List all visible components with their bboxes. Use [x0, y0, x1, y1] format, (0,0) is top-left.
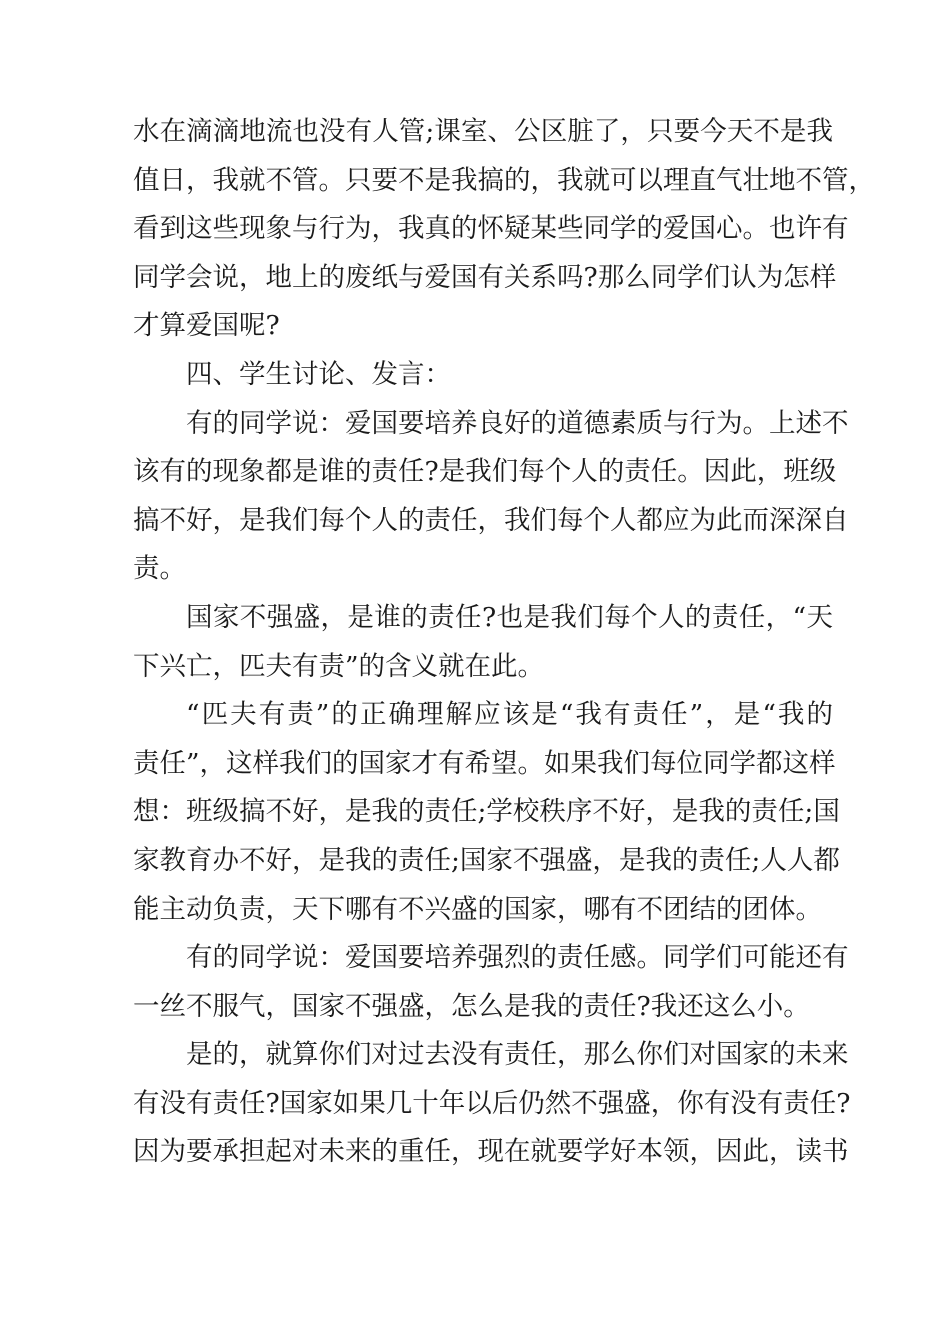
- text-line: 搞不好，是我们每个人的责任，我们每个人都应为此而深深自: [133, 504, 849, 536]
- text-line: 国家不强盛，是谁的责任?也是我们每个人的责任，“天: [186, 601, 833, 633]
- text-line: 是的，就算你们对过去没有责任，那么你们对国家的未来: [186, 1039, 849, 1071]
- text-line: 该有的现象都是谁的责任?是我们每个人的责任。因此，班级: [133, 456, 837, 488]
- text-line: 想：班级搞不好，是我的责任;学校秩序不好，是我的责任;国: [133, 796, 840, 828]
- text-line: 责。: [133, 553, 186, 585]
- body-text: [133, 108, 875, 1177]
- text-line: 看到这些现象与行为，我真的怀疑某些同学的爱国心。也许有: [133, 213, 849, 245]
- text-line: 家教育办不好，是我的责任;国家不强盛，是我的责任;人人都: [133, 844, 840, 876]
- text-line: 因为要承担起对未来的重任，现在就要学好本领，因此，读书: [133, 1136, 849, 1168]
- text-line: 水在滴滴地流也没有人管;课室、公区脏了，只要今天不是我: [133, 116, 833, 147]
- text-line: “匹夫有责”的正确理解应该是“我有责任”，是“我的: [186, 699, 833, 731]
- text-line: 有没有责任?国家如果几十年以后仍然不强盛，你有没有责任?: [133, 1087, 851, 1119]
- text-line: 一丝不服气，国家不强盛，怎么是我的责任?我还这么小。: [133, 990, 810, 1022]
- text-line: 同学会说，地上的废纸与爱国有关系吗?那么同学们认为怎样: [133, 261, 837, 293]
- text-line: 能主动负责，天下哪有不兴盛的国家，哪有不团结的团体。: [133, 893, 822, 925]
- text-line: 责任”，这样我们的国家才有希望。如果我们每位同学都这样: [133, 747, 836, 779]
- text-line: 有的同学说：爱国要培养强烈的责任感。同学们可能还有: [186, 942, 849, 974]
- text-line: 值日，我就不管。只要不是我搞的，我就可以理直气壮地不管，: [133, 164, 875, 196]
- section-heading: 四、学生讨论、发言：: [186, 358, 451, 390]
- text-line: 有的同学说：爱国要培养良好的道德素质与行为。上述不: [186, 407, 849, 439]
- text-line: 才算爱国呢?: [133, 310, 280, 342]
- text-line: 下兴亡，匹夫有责”的含义就在此。: [133, 650, 545, 682]
